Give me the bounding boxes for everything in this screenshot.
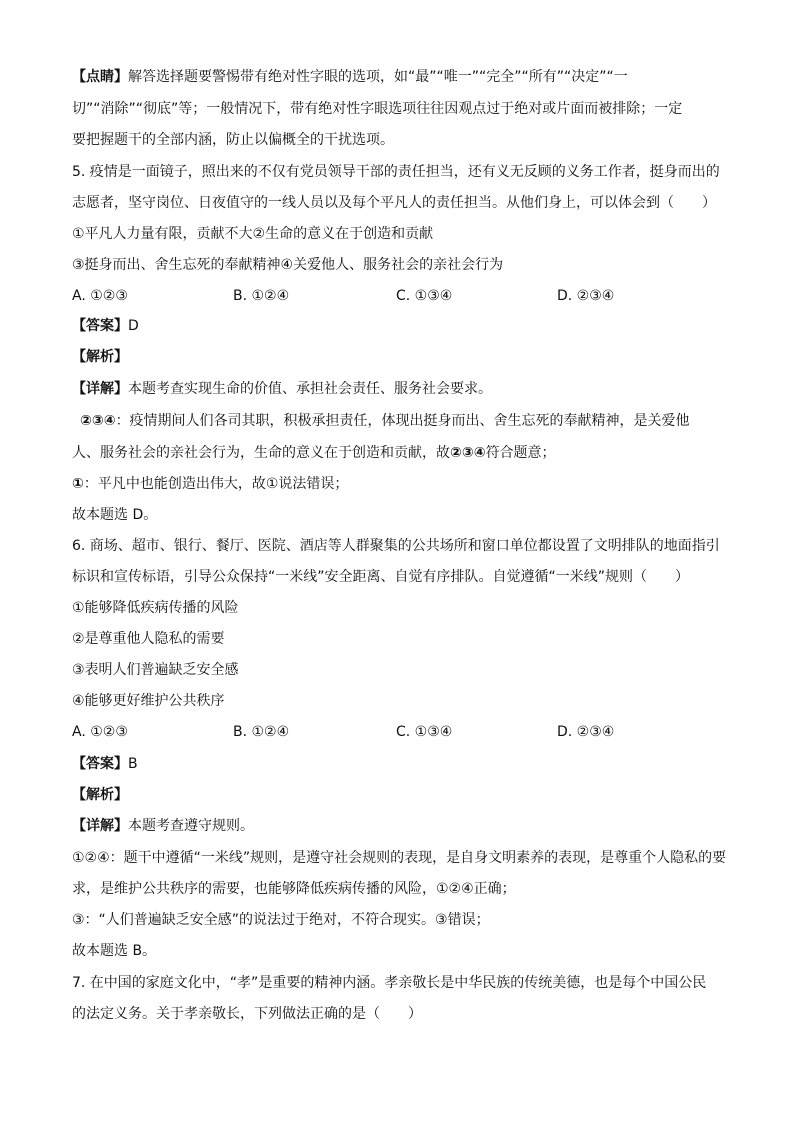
q6-option-b: B. ①②④: [233, 724, 290, 740]
q6-answer-value: B: [128, 756, 138, 772]
q5-detail-text: 本题考查实现生命的价值、承担社会责任、服务社会要求。: [128, 381, 492, 397]
q5-answer: [72, 316, 139, 336]
q5-statement-2: ③挺身而出、舍生忘死的奉献精神④关爱他人、服务社会的亲社会行为: [72, 257, 504, 273]
q5-explain-1a-text: ：疫情期间人们各司其职，积极承担责任，体现出挺身而出、舍生忘死的奉献精神，是关爱他: [115, 413, 690, 429]
q6-detail-text: 本题考查遵守规则。: [128, 818, 254, 834]
q5-statement-1: ①平凡人力量有限，贡献不大②生命的意义在于创造和贡献: [72, 226, 434, 242]
q5-conclusion: 故本题选 D。: [72, 507, 158, 523]
q6-answer-label: 【答案】: [72, 756, 128, 772]
q6-conclusion: 故本题选 B。: [72, 943, 157, 959]
dianjing-text-1: 解答选择题要警惕带有绝对性字眼的选项，如“最”“唯一”“完全”“所有”“决定”“一: [128, 69, 628, 85]
q5-explain-1b-bold: ②③④: [450, 445, 486, 461]
q5-answer-value: D: [128, 318, 139, 334]
q6-stem-line-2: 标识和宣传标语，引导公众保持“一米线”安全距离、自觉有序排队。自觉遵循“一米线”规则（ ）: [72, 569, 690, 585]
q6-detail: [72, 816, 254, 836]
q5-explain-1-head: ②③④: [80, 413, 116, 429]
q5-option-c: C. ①③④: [396, 288, 453, 304]
q5-explain-2-text: ：平凡中也能创造出伟大，故①说法错误；: [83, 476, 349, 492]
q5-stem-line-2: 志愿者，坚守岗位、日夜值守的一线人员以及每个平凡人的责任担当。从他们身上，可以体会到（ ）: [72, 195, 716, 211]
q6-statement-4: ④能够更好维护公共秩序: [72, 693, 225, 709]
dianjing-line-3: 要把握题干的全部内涵，防止以偏概全的干扰选项。: [72, 132, 394, 148]
q6-explain-1a: ①②④：题干中遵循“一米线”规则，是遵守社会规则的表现，是自身文明素养的表现，是尊重个人隐私的要: [72, 850, 727, 866]
q5-answer-label: 【答案】: [72, 318, 128, 334]
q6-explain-1b: 求，是维护公共秩序的需要，也能够降低疾病传播的风险，①②④正确；: [72, 881, 516, 897]
q5-explain-1a: [80, 411, 690, 431]
q5-option-b: B. ①②④: [233, 288, 290, 304]
q6-statement-1: ①能够降低疾病传播的风险: [72, 600, 239, 616]
q6-statement-3: ③表明人们普遍缺乏安全感: [72, 662, 239, 678]
q5-explain-1b-post: 符合题意；: [485, 445, 556, 461]
q7-stem-line-1: 7. 在中国的家庭文化中，“孝”是重要的精神内涵。孝亲敬长是中华民族的传统美德，也是每个中国公民: [72, 975, 707, 991]
q6-analysis-label: 【解析】: [72, 787, 128, 803]
q5-explain-2: [72, 474, 348, 494]
q5-explain-1b-pre: 人、服务社会的亲社会行为，生命的意义在于创造和贡献，故: [72, 445, 450, 461]
q6-stem-line-1: 6. 商场、超市、银行、餐厅、医院、酒店等人群聚集的公共场所和窗口单位都设置了文明排队的地面指引: [72, 538, 720, 554]
q6-option-a: A. ①②③: [72, 724, 128, 740]
q6-option-c: C. ①③④: [396, 724, 453, 740]
dianjing-line-2: 切”“消除”“彻底”等；一般情况下，带有绝对性字眼选项往往因观点过于绝对或片面而被排除；一定: [72, 101, 683, 117]
q5-option-a: A. ①②③: [72, 288, 128, 304]
q5-detail-label: 【详解】: [72, 381, 128, 397]
dianjing-label: 【点睛】: [72, 69, 128, 85]
q7-stem-line-2: 的法定义务。关于孝亲敬长，下列做法正确的是（ ）: [72, 1006, 422, 1022]
q5-stem-line-1: 5. 疫情是一面镜子，照出来的不仅有党员领导干部的责任担当，还有义无反顾的义务工作者，挺身而出的: [72, 164, 720, 180]
q5-explain-1b: [72, 443, 556, 463]
dianjing-line-1: [72, 67, 628, 87]
q5-analysis-label: 【解析】: [72, 349, 128, 365]
q5-option-d: D. ②③④: [557, 288, 615, 304]
q6-explain-2: ③：“人们普遍缺乏安全感”的说法过于绝对，不符合现实。③错误；: [72, 912, 490, 928]
q6-statement-2: ②是尊重他人隐私的需要: [72, 631, 225, 647]
q6-option-d: D. ②③④: [557, 724, 615, 740]
q5-detail: [72, 379, 492, 399]
q6-answer: [72, 754, 138, 774]
q6-detail-label: 【详解】: [72, 818, 128, 834]
q5-explain-2-head: ①: [72, 476, 84, 492]
